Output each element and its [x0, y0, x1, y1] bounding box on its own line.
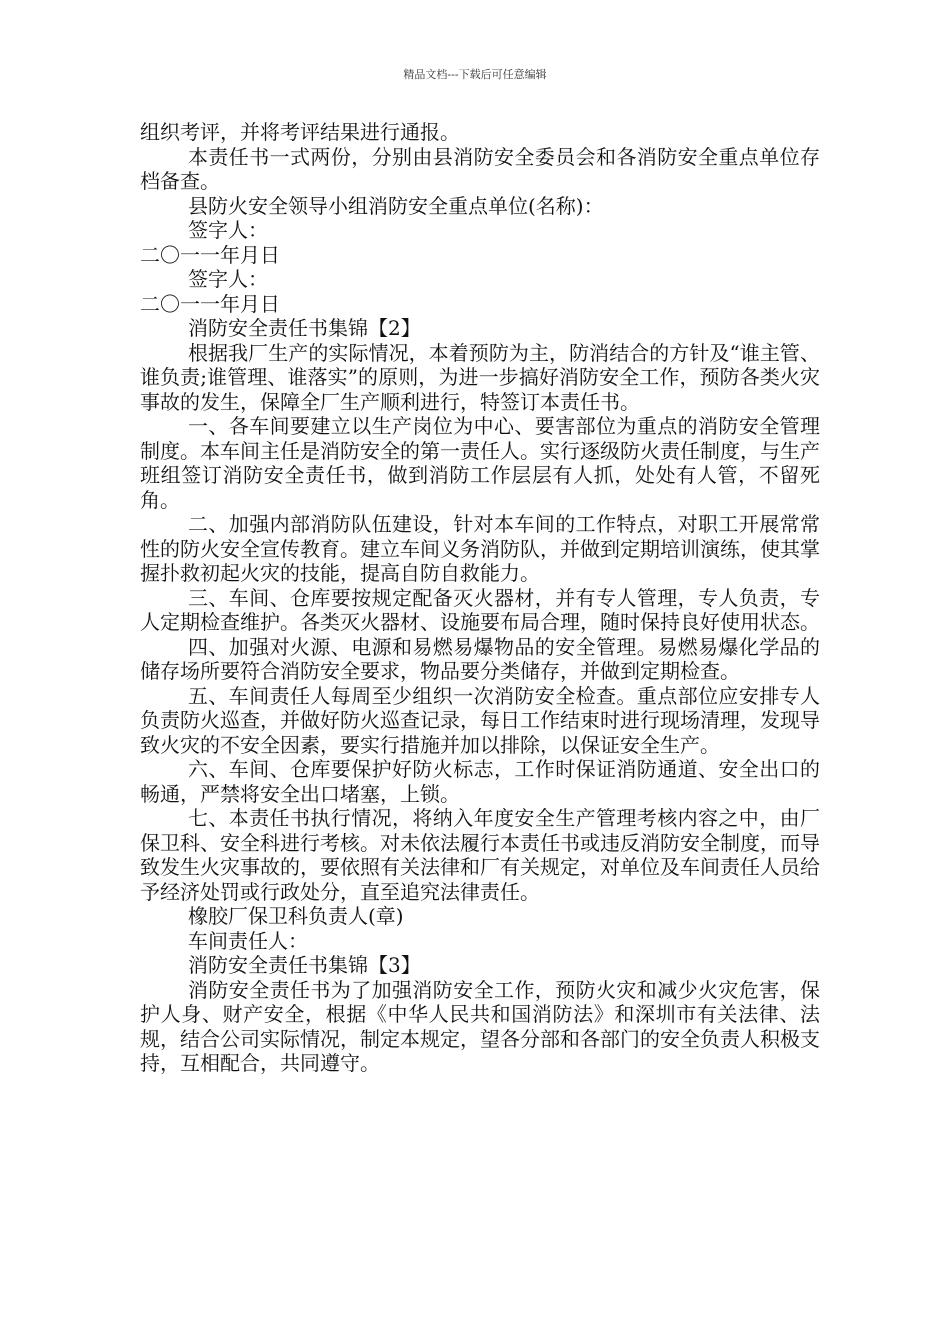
paragraph: 县防火安全领导小组消防安全重点单位(名称)：	[188, 193, 604, 218]
paragraph: 二、加强内部消防队伍建设，针对本车间的工作特点，对职工开展常常性的防火安全宣传教育。建立车间义务消防队，并做到定期培训演练，使其掌握扑救初起火灾的技能，提高自防自救能力。	[140, 512, 820, 585]
signature-label: 签字人：	[188, 218, 268, 242]
paragraph: 根据我厂生产的实际情况，本着预防为主，防消结合的方针及“谁主管、谁负责;谁管理、谁落实”的原则，为进一步搞好消防安全工作，预防各类火灾事故的发生，保障全厂生产顺利进行，特签订本责任书。	[140, 340, 820, 414]
paragraph: 消防安全责任书为了加强消防安全工作，预防火灾和减少火灾危害，保护人身、财产安全，根据《中华人民共和国消防法》和深圳市有关法律、法规，结合公司实际情况，制定本规定，望各分部和各部门的安全负责人积极支持，互相配合，共同遵守。	[140, 977, 820, 1075]
signature-label: 车间责任人：	[188, 928, 308, 953]
paragraph: 四、加强对火源、电源和易燃易爆物品的安全管理。易燃易爆化学品的储存场所要符合消防安全要求，物品要分类储存，并做到定期检查。	[140, 634, 820, 683]
paragraph: 本责任书一式两份，分别由县消防安全委员会和各消防安全重点单位存档备查。	[140, 144, 820, 193]
page-header: 精品文档---下载后可任意编辑	[403, 68, 547, 81]
paragraph: 五、车间责任人每周至少组织一次消防安全检查。重点部位应安排专人负责防火巡查，并做好防火巡查记录，每日工作结束时进行现场清理，发现导致火灾的不安全因素，要实行措施并加以排除，以保证安全生产。	[140, 683, 820, 757]
signature-label: 签字人：	[188, 267, 268, 291]
signature-label: 橡胶厂保卫科负责人(章)	[188, 904, 404, 928]
section-title: 消防安全责任书集锦【2】	[188, 316, 421, 340]
date-line: 二〇一一年月日	[140, 291, 280, 316]
document-body	[140, 120, 820, 1076]
paragraph: 七、本责任书执行情况，将纳入年度安全生产管理考核内容之中，由厂保卫科、安全科进行考核。对未依法履行本责任书或违反消防安全制度，而导致发生火灾事故的，要依照有关法律和厂有关规定，对单位及车间责任人员给予经济处罚或行政处分，直至追究法律责任。	[140, 806, 820, 904]
paragraph: 组织考评，并将考评结果进行通报。	[140, 120, 460, 144]
paragraph: 一、各车间要建立以生产岗位为中心、要害部位为重点的消防安全管理制度。本车间主任是消防安全的第一责任人。实行逐级防火责任制度，与生产班组签订消防安全责任书，做到消防工作层层有人抓，处处有人管，不留死角。	[140, 414, 820, 512]
paragraph: 三、车间、仓库要按规定配备灭火器材，并有专人管理，专人负责，专人定期检查维护。各类灭火器材、设施要布局合理，随时保持良好使用状态。	[140, 585, 820, 634]
paragraph: 六、车间、仓库要保护好防火标志，工作时保证消防通道、安全出口的畅通，严禁将安全出口堵塞，上锁。	[140, 757, 820, 806]
section-title: 消防安全责任书集锦【3】	[188, 953, 421, 977]
date-line: 二〇一一年月日	[140, 242, 280, 267]
